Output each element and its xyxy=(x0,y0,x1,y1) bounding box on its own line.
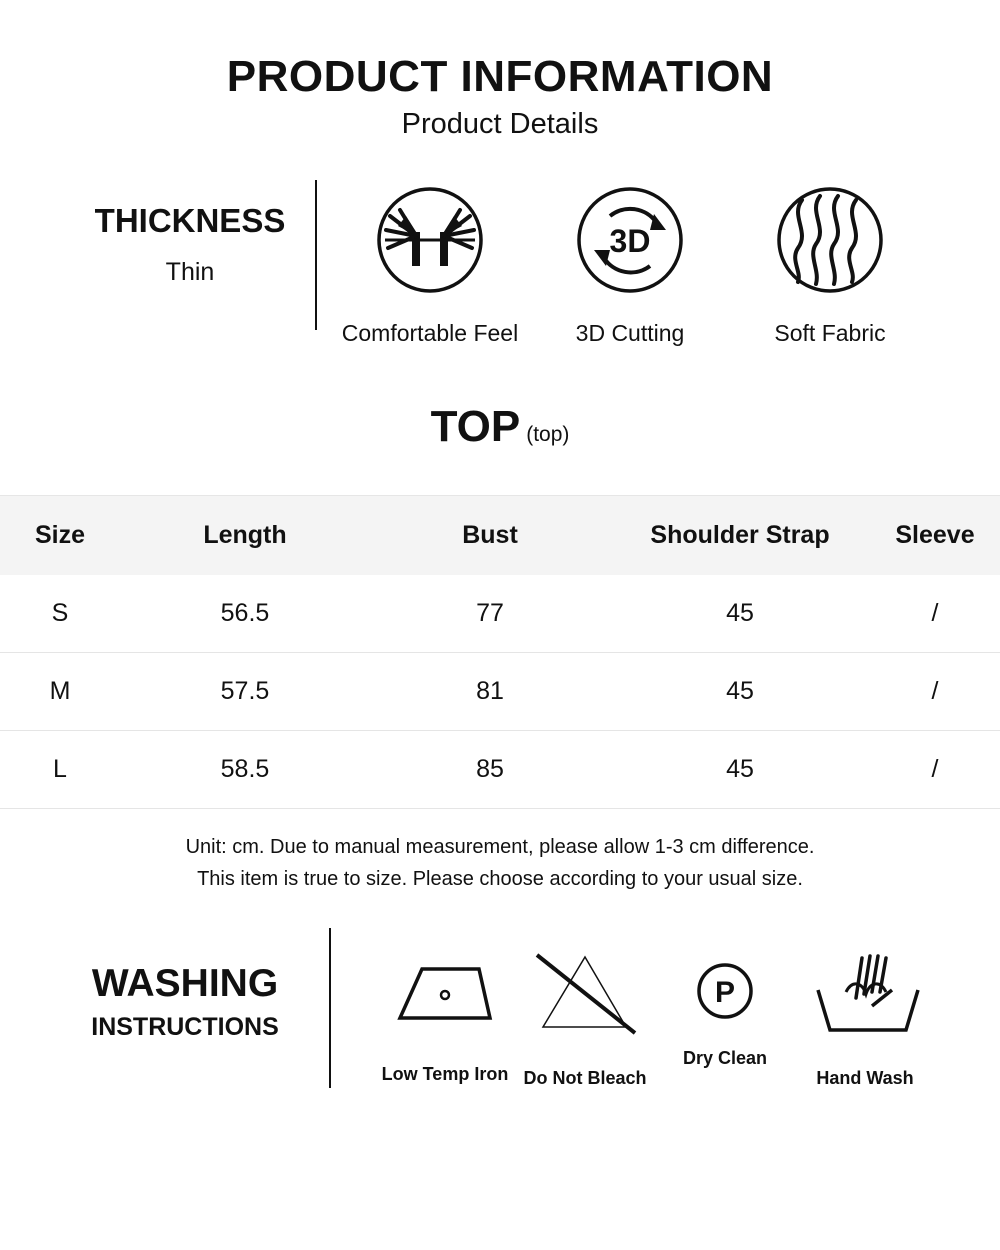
table-cell: 45 xyxy=(726,755,754,783)
wash-low-temp-iron xyxy=(375,950,515,1085)
feature-label: Comfortable Feel xyxy=(341,320,519,346)
feature-label: 3D Cutting xyxy=(575,320,685,346)
table-cell: 58.5 xyxy=(220,755,270,783)
soft-fabric-icon xyxy=(776,186,884,294)
wash-dry-clean xyxy=(655,956,795,1069)
size-chart-heading xyxy=(0,402,1000,452)
column-header-length: Length xyxy=(203,520,287,549)
table-cell: 57.5 xyxy=(220,677,270,705)
comfort-icon xyxy=(376,186,484,294)
wash-label: Hand Wash xyxy=(816,1068,914,1088)
table-cell: M xyxy=(49,677,71,705)
size-table xyxy=(0,495,1000,809)
table-header-row xyxy=(0,496,1000,575)
table-cell: 85 xyxy=(476,755,504,783)
feature-3d-cutting xyxy=(530,186,730,347)
column-header-bust: Bust xyxy=(462,520,518,549)
column-header-sleeve: Sleeve xyxy=(895,520,975,549)
measurement-note: Unit: cm. Due to manual measurement, please allow 1-3 cm difference. xyxy=(185,836,815,858)
thickness-value: Thin xyxy=(165,258,215,286)
feature-comfortable-feel xyxy=(330,186,530,347)
washing-subheading: INSTRUCTIONS xyxy=(91,1013,279,1041)
table-cell: 45 xyxy=(726,677,754,705)
table-row xyxy=(0,731,1000,809)
table-cell: / xyxy=(931,598,939,627)
thickness-divider xyxy=(315,180,317,330)
3d-icon-text: 3D xyxy=(609,223,651,259)
iron-icon xyxy=(395,950,495,1050)
table-row xyxy=(0,653,1000,731)
wash-hand-wash xyxy=(795,950,935,1089)
thickness-heading: THICKNESS xyxy=(94,202,286,239)
no-bleach-icon xyxy=(530,950,640,1040)
table-cell: 56.5 xyxy=(220,598,270,627)
table-cell: 45 xyxy=(726,598,754,627)
dry-clean-icon-text: P xyxy=(714,976,736,1009)
table-cell: / xyxy=(931,677,939,705)
hand-wash-icon xyxy=(810,950,920,1040)
feature-soft-fabric xyxy=(730,186,930,347)
sizing-note: This item is true to size. Please choose according to your usual size. xyxy=(197,868,803,890)
table-cell: S xyxy=(51,598,69,627)
table-row xyxy=(0,575,1000,653)
size-chart-subtitle: (top) xyxy=(526,423,570,446)
table-cell: 81 xyxy=(476,677,504,705)
dry-clean-icon xyxy=(690,956,760,1026)
page-subtitle: Product Details xyxy=(401,108,599,140)
size-chart-title: TOP xyxy=(430,402,521,451)
table-cell: L xyxy=(53,755,67,783)
wash-label: Dry Clean xyxy=(682,1048,768,1068)
3d-cutting-icon xyxy=(576,186,684,294)
wash-label: Low Temp Iron xyxy=(381,1064,509,1084)
column-header-size: Size xyxy=(34,520,86,549)
wash-do-not-bleach xyxy=(515,950,655,1089)
washing-divider xyxy=(329,928,331,1088)
feature-label: Soft Fabric xyxy=(774,320,886,346)
table-cell: 77 xyxy=(476,598,504,627)
table-cell: / xyxy=(931,755,939,783)
washing-heading: WASHING xyxy=(91,962,279,1005)
column-header-shoulder-strap: Shoulder Strap xyxy=(650,520,830,549)
wash-label: Do Not Bleach xyxy=(523,1068,647,1088)
page-title: PRODUCT INFORMATION xyxy=(226,52,774,101)
